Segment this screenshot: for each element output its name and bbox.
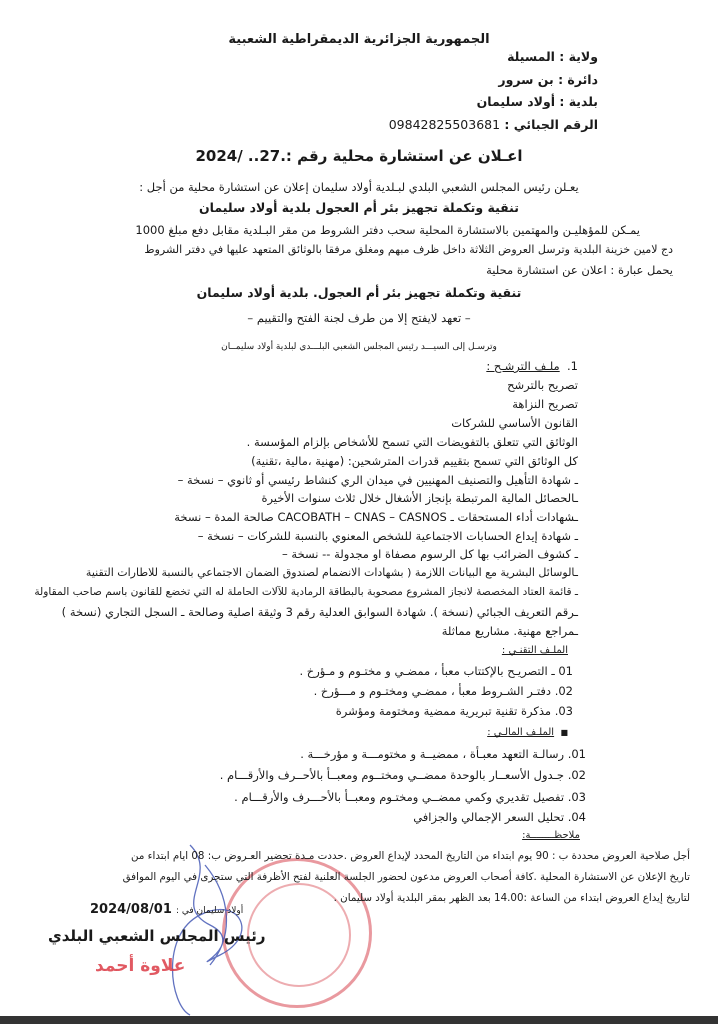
financial-heading-label: الملـف المالـي : [487, 727, 555, 738]
list-item: 01. رسالـة التعهد معبـأة ، ممضيــة و مختومـــة و مؤرخـــة . [300, 747, 586, 761]
list-item: ـرقم التعريف الجبائي (نسخة ). شهادة السوابق العدلية رقم 3 وثيقة اصلية وصالحة ـ السجل التجاري (نسخة ) [61, 605, 578, 619]
list-item: ـ كشوف الضرائب بها كل الرسوم مصفاة او مجدولة -- نسخة – [282, 547, 578, 561]
bullet-icon: ■ [560, 728, 568, 737]
date-value: 2024/08/01 [90, 902, 172, 917]
financial-heading [487, 725, 568, 741]
list-item: كل الوثائق التي تسمح بتقييم قدرات المترشحين: (مهنية ،مالية ،تقنية) [251, 454, 578, 468]
intro-announce: يعـلن رئيس المجلس الشعبي البلدي لبـلدية أولاد سليمان إعلان عن استشارة محلية من أجل : [139, 180, 579, 194]
project-title-2: تنقية وتكملة تجهيز بئر أم العجول. بلدية أولاد سليمان [196, 285, 522, 300]
candidacy-heading-label: ملـف الترشـح : [486, 359, 560, 373]
note-p3: لتاريخ إيداع العروض ابتداء من الساعة :14.00 بعد الظهر بمقر البلدية أولاد سليمان . [333, 892, 690, 904]
list-item: تصريح بالترشح [507, 378, 578, 392]
note-heading: ملاحظــــــــة: [522, 830, 580, 841]
intro-p3: يحمل عبارة : اعلان عن استشارة محلية [486, 263, 673, 277]
list-item: ـالوسائل البشرية مع البيانات اللازمة ( بشهادات الانضمام لصندوق الضمان الاجتماعي بالنسبة للاطارات التقنية [85, 566, 578, 579]
list-item: تصريح النزاهة [512, 397, 578, 411]
opening-notice: – تعهد لايفتح إلا من طرف لجنة الفتح والتقييم – [247, 311, 471, 325]
daira: دائرة : بن سرور [498, 72, 598, 87]
note-p1: أجل صلاحية العروض محددة ب : 90 يوم ابتداء من التاريخ المحدد لإيداع العروض .حددت مـدة تحضير العـروض ب: 08 ايام ابتداء من [131, 850, 690, 862]
list-item: 03. تفصيل تقديري وكمي ممضــي ومختـوم ومعبــأ بالأحـــرف والأرقـــام . [234, 790, 586, 804]
signatory-role: رئيس المجلس الشعبي البلدي [48, 927, 266, 945]
date-label: أولاد سليمان في : [176, 906, 244, 916]
list-item: الوثائق التي تتعلق بالتفويضات التي تسمح للأشخاص بإلزام المؤسسة . [246, 435, 578, 449]
candidacy-number: 1. [567, 359, 578, 373]
technical-heading: الملـف التقنـي : [501, 645, 568, 656]
signature-date [90, 902, 243, 919]
baladiya: بلدية : أولاد سليمان [476, 94, 598, 109]
list-item: القانون الأساسي للشركات [451, 416, 578, 430]
intro-p1: يمـكن للمؤهليـن والمهتمين بالاستشارة المحلية سحب دفتر الشروط من مقر البـلدية مقابل دفع مبلغ 1000 [135, 223, 640, 237]
signatory-name: علاوة أحمد [95, 956, 186, 976]
list-item: ـ قائمة العتاد المخصصة لانجاز المشروع مصحوبة بالبطاقة الرمادية للآلات الحاملة له التي تخضع للقانون باسم صاحب المقاولة [34, 586, 578, 598]
list-item: ـشهادات أداء المستحقات ـ CACOBATH – CNAS – CASNOS صالحة المدة – نسخة [174, 510, 578, 524]
list-item: ـالحصائل المالية المرتبطة بإنجاز الأشغال خلال ثلاث سنوات الأخيرة [261, 491, 578, 505]
scan-edge [0, 1016, 718, 1024]
list-item: ـ شهادة التأهيل والتصنيف المهنيين في ميدان الري كنشاط رئيسي أو ثانوي – نسخة – [177, 473, 578, 487]
project-title: تنقية وتكملة تجهيز بئر أم العجول بلدية أولاد سليمان [199, 200, 519, 215]
wilaya: ولاية : المسيلة [507, 49, 598, 64]
announcement-title: اعـلان عن استشارة محلية رقم :.27.. /2024 [195, 147, 523, 165]
candidacy-heading [486, 358, 578, 374]
tax-id [389, 117, 598, 133]
republic-heading: الجمهورية الجزائرية الديمقراطية الشعبية [228, 32, 490, 47]
send-to: وترسـل إلى السيـــد رئيس المجلس الشعبي البلـــدي لبلدية أولاد سليمــان [221, 342, 497, 352]
list-item: 02. دفتـر الشـروط معبأ ، ممضـي ومختـوم و مـــؤرخ . [313, 684, 573, 698]
note-p2: تاريخ الإعلان عن الاستشارة المحلية .كافة أصحاب العروض مدعون لحضور الجلسة العلنية لفتح الأظرفة التي ستجرى في اليوم الموافق [122, 871, 690, 883]
list-item: ـمراجع مهنية. مشاريع مماثلة [441, 624, 578, 638]
list-item: ـ شهادة إيداع الحسابات الاجتماعية للشخص المعنوي بالنسبة للشركات – نسخة – [197, 529, 578, 543]
tax-id-value: 09842825503681 [388, 117, 501, 132]
list-item: 03. مذكرة تقنية تبريرية ممضية ومختومة ومؤشرة [335, 704, 573, 718]
intro-p2: دج لامين خزينة البلدية وترسل العروض الثلاثة داخل ظرف مبهم ومغلق مرفقا بالوثائق المتعهد عليها في دفتر الشروط [144, 243, 673, 256]
list-item: 02. جـدول الأسعــار بالوحدة ممضــي ومختــوم ومعبــأ بالأحــرف والأرقـــام . [219, 768, 586, 782]
list-item: 04. تحليل السعر الإجمالي والجزافي [413, 810, 586, 824]
list-item: 01 ـ التصريـح بالإكتتاب معبأ ، ممضـي و مختـوم و مـؤرخ . [299, 664, 573, 678]
tax-id-label: الرقم الجبائي : [504, 117, 598, 132]
